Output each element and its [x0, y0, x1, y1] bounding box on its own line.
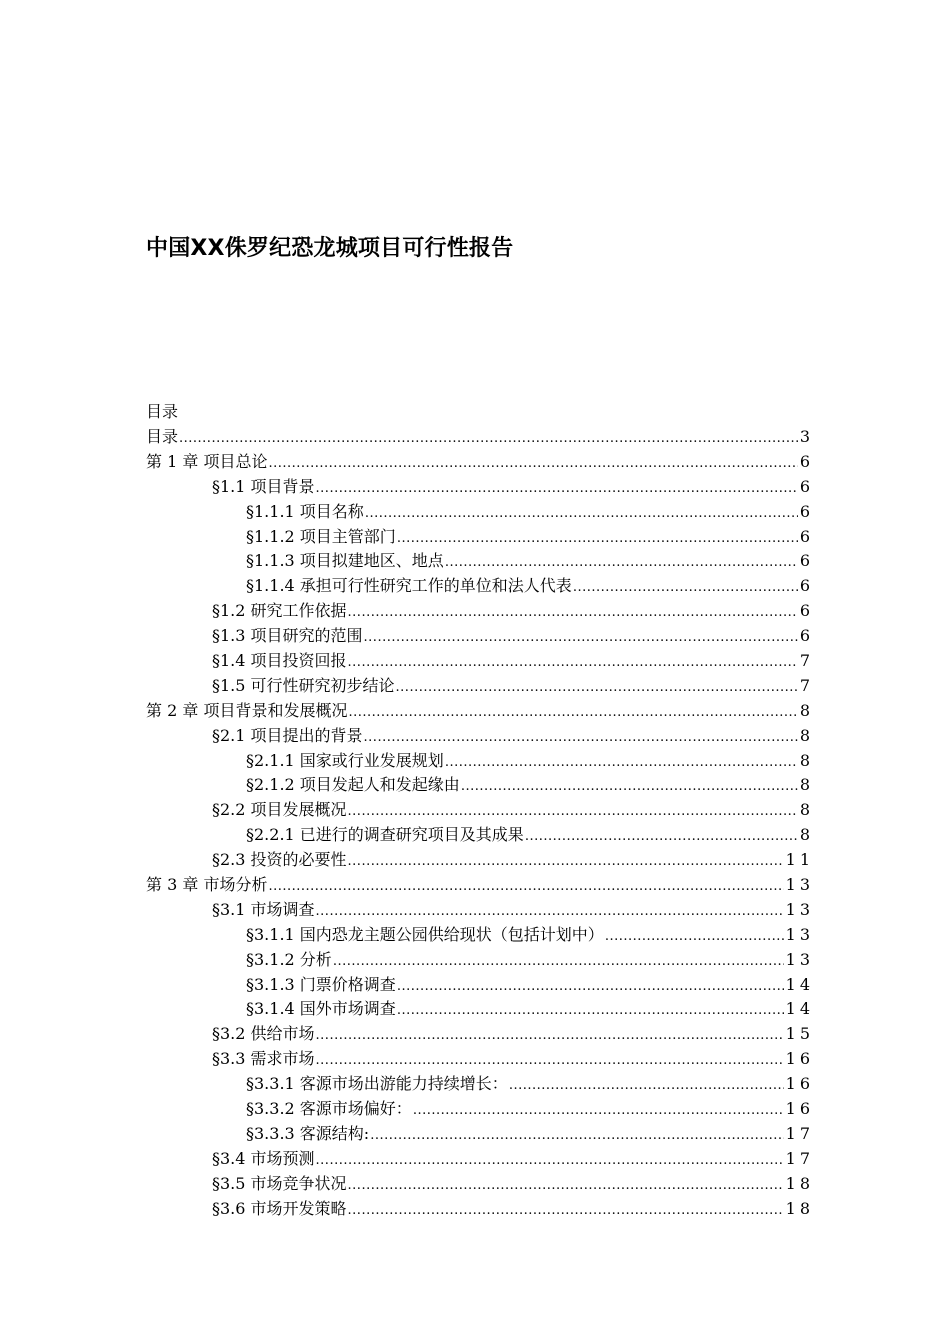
toc-entry-label: §1.1.4 承担可行性研究工作的单位和法人代表: [246, 576, 572, 596]
toc-entry-page-number: 18: [785, 1198, 814, 1218]
toc-entry-label: §3.1.2 分析: [246, 949, 332, 969]
toc-entry-label: §2.1.1 国家或行业发展规划: [246, 750, 444, 770]
toc-entry-label: §3.1.1 国内恐龙主题公园供给现状（包括计划中）: [246, 924, 604, 944]
toc-entry[interactable]: [146, 450, 814, 475]
toc-entry-label: §3.5 市场竞争状况: [212, 1173, 347, 1193]
toc-entry-label: 目录: [146, 427, 179, 446]
toc-entry[interactable]: [146, 973, 814, 998]
toc-entry-label: §1.5 可行性研究初步结论: [212, 675, 395, 695]
toc-dot-leader: [397, 975, 784, 1000]
toc-entry[interactable]: [146, 425, 814, 450]
toc-entry[interactable]: [146, 798, 814, 823]
toc-entry-label: §3.3.1 客源市场出游能力持续增长：: [246, 1074, 508, 1094]
toc-entry-page-number: 6: [799, 601, 814, 621]
toc-entry-page-number: 8: [799, 825, 814, 845]
toc-entry-page-number: 6: [799, 501, 814, 521]
toc-entry-page-number: 14: [785, 974, 814, 994]
toc-entry-label: §1.3 项目研究的范围: [212, 626, 363, 646]
toc-dot-leader: [348, 1174, 784, 1199]
toc-entry-label: §1.2 研究工作依据: [212, 601, 347, 621]
toc-heading: 目录: [146, 402, 179, 421]
toc-dot-leader: [445, 551, 798, 576]
toc-entry[interactable]: [146, 549, 814, 574]
toc-entry-label: §3.3 需求市场: [212, 1049, 315, 1069]
toc-dot-leader: [348, 601, 798, 626]
toc-entry[interactable]: [146, 500, 814, 525]
toc-entry-label: §1.1.2 项目主管部门: [246, 526, 396, 546]
toc-entry-page-number: 6: [799, 551, 814, 571]
toc-dot-leader: [525, 825, 798, 850]
toc-entry-label: §2.1.2 项目发起人和发起缘由: [246, 775, 460, 795]
toc-entry-label: §2.3 投资的必要性: [212, 850, 347, 870]
toc-entry-page-number: 13: [785, 899, 814, 919]
toc-entry[interactable]: [146, 948, 814, 973]
toc-entry[interactable]: [146, 773, 814, 798]
toc-entry[interactable]: [146, 997, 814, 1022]
toc-entry-label: §3.6 市场开发策略: [212, 1198, 347, 1218]
toc-entry-label: §3.3.2 客源市场偏好：: [246, 1099, 412, 1119]
toc-entry-page-number: 6: [799, 451, 814, 471]
toc-dot-leader: [348, 651, 798, 676]
toc-entry[interactable]: [146, 574, 814, 599]
toc-dot-leader: [509, 1074, 784, 1099]
toc-entry[interactable]: [146, 624, 814, 649]
toc-entry-label: 第 2 章 项目背景和发展概况: [146, 700, 348, 720]
toc-entry[interactable]: [146, 699, 814, 724]
toc-entry-page-number: 6: [799, 626, 814, 646]
toc-entry-page-number: 6: [799, 476, 814, 496]
toc-entry-page-number: 16: [785, 1074, 814, 1094]
toc-entry-page-number: 8: [799, 700, 814, 720]
toc-entry-label: §3.2 供给市场: [212, 1024, 315, 1044]
toc-entry-page-number: 17: [785, 1123, 814, 1143]
toc-entry-page-number: 6: [799, 526, 814, 546]
toc-entry-page-number: 13: [785, 949, 814, 969]
toc-entry-label: §1.4 项目投资回报: [212, 651, 347, 671]
toc-dot-leader: [268, 875, 783, 900]
toc-entry-label: §3.1.3 门票价格调查: [246, 974, 396, 994]
toc-entry[interactable]: [146, 1147, 814, 1172]
toc-dot-leader: [461, 775, 798, 800]
toc-entry-page-number: 16: [785, 1099, 814, 1119]
toc-entry-page-number: 7: [799, 651, 814, 671]
toc-entry[interactable]: [146, 724, 814, 749]
toc-entry[interactable]: [146, 1122, 814, 1147]
toc-entry-page-number: 8: [799, 750, 814, 770]
toc-entry-page-number: 13: [785, 875, 814, 895]
toc-entry-label: §3.3.3 客源结构:: [246, 1123, 370, 1143]
toc-dot-leader: [333, 950, 784, 975]
toc-entry-page-number: 7: [799, 675, 814, 695]
toc-entry-label: 第 1 章 项目总论: [146, 451, 268, 471]
toc-dot-leader: [364, 626, 798, 651]
toc-dot-leader: [397, 527, 798, 552]
toc-dot-leader: [316, 900, 784, 925]
toc-entry-page-number: 6: [799, 576, 814, 596]
toc-entry[interactable]: [146, 898, 814, 923]
toc-dot-leader: [445, 751, 798, 776]
toc-entry[interactable]: [146, 749, 814, 774]
toc-dot-leader: [316, 1049, 784, 1074]
toc-entry[interactable]: [146, 923, 814, 948]
toc-entry-label: §2.2.1 已进行的调查研究项目及其成果: [246, 825, 524, 845]
toc-entry[interactable]: [146, 1197, 814, 1222]
toc-dot-leader: [370, 1124, 783, 1149]
toc-entry-label: §1.1.3 项目拟建地区、地点: [246, 551, 444, 571]
toc-entry[interactable]: [146, 525, 814, 550]
toc-entry-label: 第 3 章 市场分析: [146, 875, 268, 895]
toc-entry-label: §3.1.4 国外市场调查: [246, 999, 396, 1019]
toc-entry-page-number: 13: [785, 924, 814, 944]
toc-entry-page-number: 14: [785, 999, 814, 1019]
toc-dot-leader: [573, 576, 798, 601]
toc-entry-label: §3.4 市场预测: [212, 1148, 315, 1168]
toc-entry[interactable]: [146, 1022, 814, 1047]
toc-entry-page-number: 16: [785, 1049, 814, 1069]
toc-entry[interactable]: [146, 674, 814, 699]
toc-entry[interactable]: [146, 1097, 814, 1122]
toc-dot-leader: [396, 676, 798, 701]
toc-entry-label: §1.1.1 项目名称: [246, 501, 364, 521]
toc-entry-page-number: 8: [799, 800, 814, 820]
toc-dot-leader: [179, 427, 798, 452]
toc-entry-page-number: 8: [799, 775, 814, 795]
toc-dot-leader: [348, 850, 784, 875]
toc-dot-leader: [364, 726, 798, 751]
toc-entry[interactable]: [146, 1172, 814, 1197]
toc-dot-leader: [268, 452, 797, 477]
toc-entry-page-number: 8: [799, 725, 814, 745]
toc-entry-page-number: 17: [785, 1148, 814, 1168]
toc-dot-leader: [413, 1099, 784, 1124]
toc-dot-leader: [605, 925, 784, 950]
toc-dot-leader: [348, 800, 798, 825]
toc-dot-leader: [397, 999, 784, 1024]
toc-entry[interactable]: [146, 599, 814, 624]
toc-entry[interactable]: [146, 1072, 814, 1097]
toc-dot-leader: [348, 701, 797, 726]
document-title: 中国XX侏罗纪恐龙城项目可行性报告: [146, 236, 514, 261]
toc-entry-page-number: 11: [785, 850, 814, 870]
toc-entry-label: §3.1 市场调查: [212, 899, 315, 919]
toc-dot-leader: [365, 502, 798, 527]
toc-dot-leader: [316, 477, 798, 502]
toc-entry-label: §2.1 项目提出的背景: [212, 725, 363, 745]
toc-entry-page-number: 15: [785, 1024, 814, 1044]
toc-dot-leader: [316, 1149, 784, 1174]
toc-entry[interactable]: [146, 1047, 814, 1072]
toc-entry[interactable]: [146, 823, 814, 848]
toc-entry[interactable]: [146, 649, 814, 674]
toc-dot-leader: [348, 1199, 784, 1224]
toc-entry-label: §1.1 项目背景: [212, 476, 315, 496]
toc-entry-page-number: 3: [799, 427, 814, 446]
table-of-contents: [146, 425, 814, 1222]
toc-entry-label: §2.2 项目发展概况: [212, 800, 347, 820]
toc-entry[interactable]: [146, 873, 814, 898]
toc-entry[interactable]: [146, 848, 814, 873]
toc-dot-leader: [316, 1024, 784, 1049]
toc-entry-page-number: 18: [785, 1173, 814, 1193]
toc-entry[interactable]: [146, 475, 814, 500]
